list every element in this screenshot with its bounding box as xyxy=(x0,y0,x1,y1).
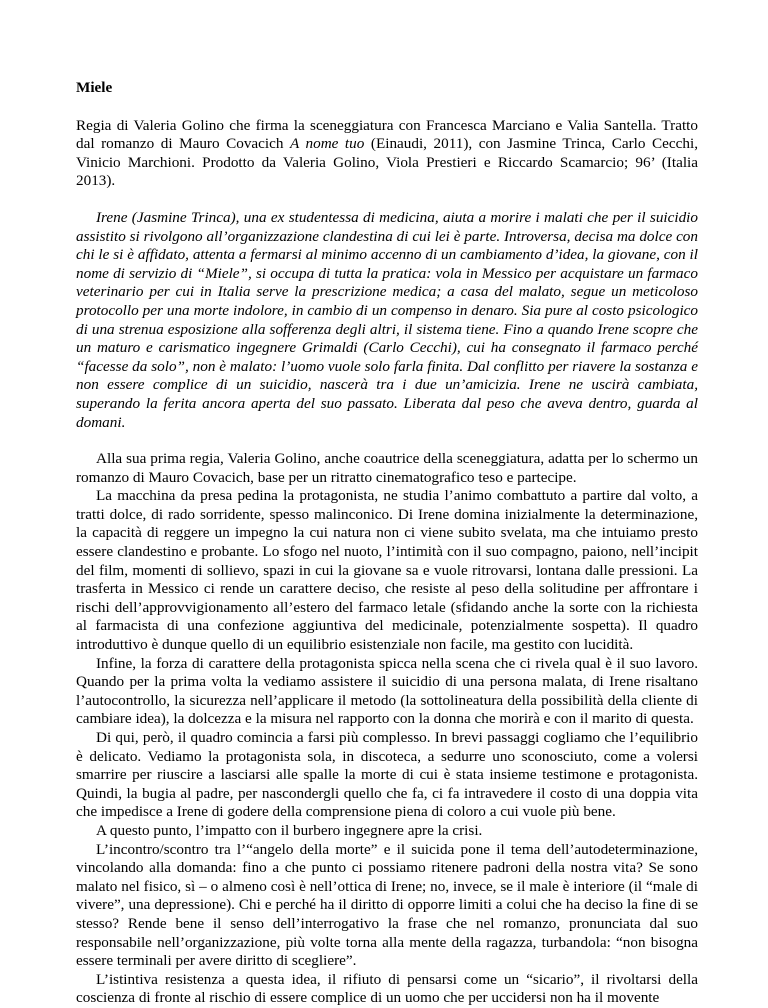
film-synopsis: Irene (Jasmine Trinca), una ex studentessa di medicina, aiuta a morire i malati che per il suicidio assistito si rivolgono all’organizzazione clandestina di cui lei è parte. Introversa, decisa ma dolce con chi le si è affidato, attenta a fermarsi al minimo accenno di un cambiamento d’idea, la giovane, con il nome di servizio di “Miele”, si occupa di tutta la pratica: vola in Messico per acquistare un farmaco veterinario per cui in Italia serve la prescrizione medica; a casa del malato, segue un meticoloso protocollo per una morte indolore, in cambio di un compenso in denaro. Sia pure al costo psicologico di una strenua esposizione alla sofferenza degli altri, il sistema tiene. Fino a quando Irene scopre che un maturo e carismatico ingegnere Grimaldi (Carlo Cecchi), cui ha consegnato il farmaco perché “facesse da solo”, non è malato: l’uomo vuole solo farla finita. Dal conflitto per riavere la sostanza e non essere complice di un suicidio, nascerà tra i due un’amicizia. Irene ne uscirà cambiata, superando la ferita ancora aperta del suo passato. Liberata dal peso che aveva dentro, guarda al domani. xyxy=(76,208,698,431)
document-body xyxy=(76,79,698,1008)
paragraph-5: A questo punto, l’impatto con il burbero ingegnere apre la crisi. xyxy=(96,821,483,839)
paragraph-6: L’incontro/scontro tra l’“angelo della morte” e il suicida pone il tema dell’autodeterminazione, vincolando alla domanda: fino a che punto ci possiamo ritenere padroni della nostra vita? Se sono malato nel fisico, sì – o almeno così è nell’ottica di Irene; no, invece, se il male è interiore (il “male di vivere”, una depressione). Chi e perché ha il diritto di opporre limiti a colui che ha deciso la fine di se stesso? Rende bene il senso dell’interrogativo la frase che nel romanzo, pronunciata dal suo responsabile nell’organizzazione, più volte torna alla mente della ragazza, turbandola: “non bisogna essere terminali per avere diritto di scegliere”. xyxy=(76,840,698,970)
paragraph-1: Alla sua prima regia, Valeria Golino, anche coautrice della sceneggiatura, adatta per lo schermo un romanzo di Mauro Covacich, base per un ritratto cinematografico teso e partecipe. xyxy=(76,450,698,486)
article-title: Miele xyxy=(76,79,113,96)
paragraph-7: L’istintiva resistenza a questa idea, il rifiuto di pensarsi come un “sicario”, il rivoltarsi della coscienza di fronte al rischio di essere complice di un uomo che per uccidersi non ha il movente xyxy=(76,970,698,1007)
paragraph-3: Infine, la forza di carattere della protagonista spicca nella scena che ci rivela qual è il suo lavoro. Quando per la prima volta la vediamo assistere il suicidio di una persona malata, di Irene risaltano l’autocontrollo, la sicurezza nell’applicare il metodo (la sottolineatura della possibilità della cliente di cambiare idea), la dolcezza e la misura nel rapporto con la donna che morirà e con il marito di questa. xyxy=(76,654,698,728)
film-credits xyxy=(76,117,698,191)
paragraph-4: Di qui, però, il quadro comincia a farsi più complesso. In brevi passaggi cogliamo che l’equilibrio è delicato. Vediamo la protagonista sola, in discoteca, a sedurre uno sconosciuto, come a volersi smarrire per riuscire a lasciarsi alle spalle la morte di cui è stata insieme testimone e protagonista. Quindi, la bugia al padre, per nascondergli quello che fa, ci fa intravedere il costo di una doppia vita che impedisce a Irene di godere della comprensione piena di coloro a cui vuole più bene. xyxy=(76,729,698,821)
credits-text-2: (Einaudi, 2011), con Jasmine Trinca, Carlo Cecchi, Vinicio Marchioni. Prodotto da Valeria Golino, Viola Prestieri e Riccardo Scamarcio; 96’ (Italia 2013). xyxy=(76,135,698,190)
book-title: A nome tuo xyxy=(289,135,365,153)
paragraph-2: La macchina da presa pedina la protagonista, ne studia l’animo combattuto a partire dal volto, a tratti dolce, di rado sorridente, spesso malinconico. Di Irene domina inizialmente la determinazione, la capacità di reggere un impegno la cui natura non ci viene subito svelata, ma che intuiamo presto essere clandestino e probante. Lo sfogo nel nuoto, l’intimità con il suo compagno, paiono, nell’incipit del film, momenti di sollievo, spazi in cui la giovane sa e vuole ritrovarsi, lontana dalle pressioni. La trasferta in Messico ci rende un carattere deciso, che resiste al peso della solitudine per affrontare i rischi dell’approvvigionamento all’estero del farmaco letale (sfidando anche la sorte con la richiesta al farmacista di una confezione aggiuntiva del medicinale, potenzialmente sospetta). Il quadro introduttivo è dunque quello di un equilibrio esistenziale non facile, ma gestito con lucidità. xyxy=(76,487,698,654)
credits-text-1: Regia di Valeria Golino che firma la sceneggiatura con Francesca Marciano e Valia Santella. Tratto dal romanzo di Mauro Covacich xyxy=(76,116,698,153)
